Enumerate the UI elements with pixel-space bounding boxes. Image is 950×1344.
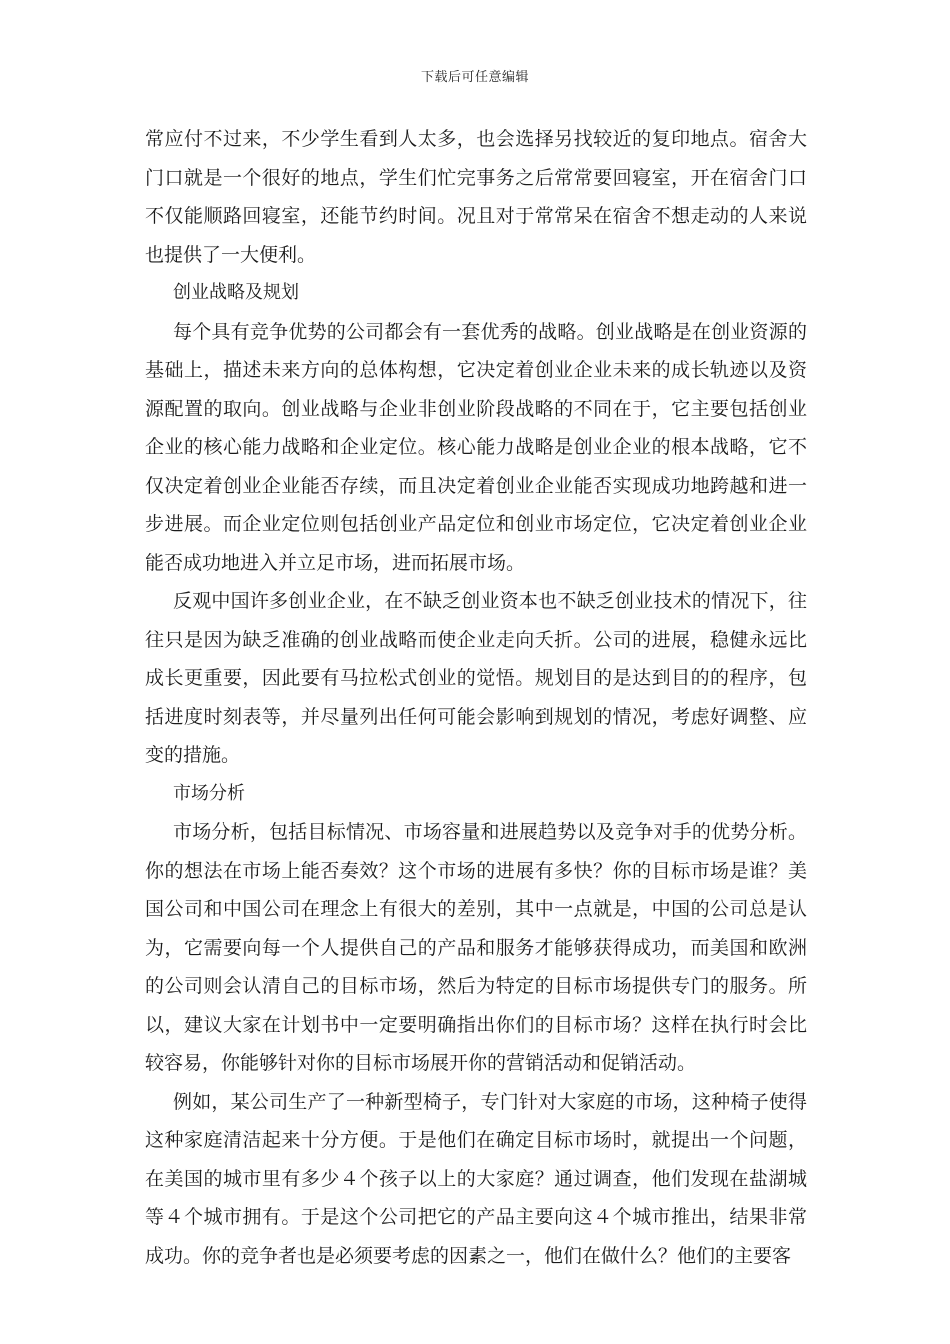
paragraph-line: 仅决定着创业企业能否存续，而且决定着创业企业能否实现成功地跨越和进一: [145, 474, 807, 497]
document-body: [145, 120, 807, 1275]
paragraph-line: 反观中国许多创业企业，在不缺乏创业资本也不缺乏创业技术的情况下，往: [173, 590, 807, 612]
paragraph-line: 国公司和中国公司在理念上有很大的差别，其中一点就是，中国的公司总是认: [145, 898, 807, 920]
paragraph-line: 往只是因为缺乏准确的创业战略而使企业走向夭折。公司的进展，稳健永远比: [145, 628, 807, 651]
paragraph-line: 每个具有竞争优势的公司都会有一套优秀的战略。创业战略是在创业资源的: [173, 320, 807, 343]
page-header: 下载后可任意编辑: [420, 70, 529, 85]
paragraph-line: 也提供了一大便利。: [145, 243, 317, 266]
paragraph: [145, 1083, 807, 1276]
paragraph-line: 基础上，描述未来方向的总体构想，它决定着创业企业未来的成长轨迹以及资: [145, 359, 807, 381]
paragraph-line: 门口就是一个很好的地点，学生们忙完事务之后常常要回寝室，开在宿舍门口: [145, 166, 807, 189]
section-heading: 市场分析: [173, 782, 245, 804]
paragraph-line: 括进度时刻表等，并尽量列出任何可能会影响到规划的情况，考虑好调整、应: [145, 705, 807, 728]
paragraph-line: 常应付不过来，不少学生看到人太多，也会选择另找较近的复印地点。宿舍大: [145, 128, 807, 150]
paragraph-line: 的公司则会认清自己的目标市场，然后为特定的目标市场提供专门的服务。所: [145, 975, 807, 997]
paragraph-line: 以，建议大家在计划书中一定要明确指出你们的目标市场？这样在执行时会比: [145, 1013, 807, 1036]
paragraph-line: 成长更重要，因此要有马拉松式创业的觉悟。规划目的是达到目的的程序，包: [145, 667, 807, 689]
paragraph-line: 你的想法在市场上能否奏效？这个市场的进展有多快？你的目标市场是谁？美: [145, 859, 807, 882]
paragraph-line: 不仅能顺路回寝室，还能节约时间。况且对于常常呆在宿舍不想走动的人来说: [145, 205, 807, 227]
paragraph-line: 例如，某公司生产了一种新型椅子，专门针对大家庭的市场，这种椅子使得: [173, 1090, 807, 1113]
paragraph: [145, 813, 807, 1083]
paragraph-line: 企业的核心能力战略和企业定位。核心能力战略是创业企业的根本战略，它不: [145, 436, 807, 458]
paragraph: [145, 582, 807, 775]
section-heading: 创业战略及规划: [173, 282, 299, 303]
paragraph-line: 变的措施。: [145, 744, 241, 766]
paragraph-line: 这种家庭清洁起来十分方便。于是他们在确定目标市场时，就提出一个问题，: [145, 1129, 807, 1151]
paragraph-line: 成功。你的竞争者也是必须要考虑的因素之一，他们在做什么？他们的主要客: [145, 1244, 792, 1267]
paragraph-line: 市场分析，包括目标情况、市场容量和进展趋势以及竞争对手的优势分析。: [173, 821, 807, 843]
paragraph-line: 为，它需要向每一个人提供自己的产品和服务才能够获得成功，而美国和欧洲: [145, 936, 807, 959]
paragraph-line: 较容易，你能够针对你的目标市场展开你的营销活动和促销活动。: [145, 1052, 697, 1074]
paragraph: [145, 313, 807, 583]
paragraph-line: 能否成功地进入并立足市场，进而拓展市场。: [145, 551, 526, 574]
paragraph-line: 源配置的取向。创业战略与企业非创业阶段战略的不同在于，它主要包括创业: [145, 397, 807, 420]
paragraph: [145, 120, 807, 274]
paragraph-line: 等４个城市拥有。于是这个公司把它的产品主要向这４个城市推出，结果非常: [145, 1206, 807, 1228]
paragraph-line: 在美国的城市里有多少４个孩子以上的大家庭？通过调查，他们发现在盐湖城: [145, 1167, 807, 1190]
paragraph-line: 步进展。而企业定位则包括创业产品定位和创业市场定位，它决定着创业企业: [145, 513, 807, 535]
